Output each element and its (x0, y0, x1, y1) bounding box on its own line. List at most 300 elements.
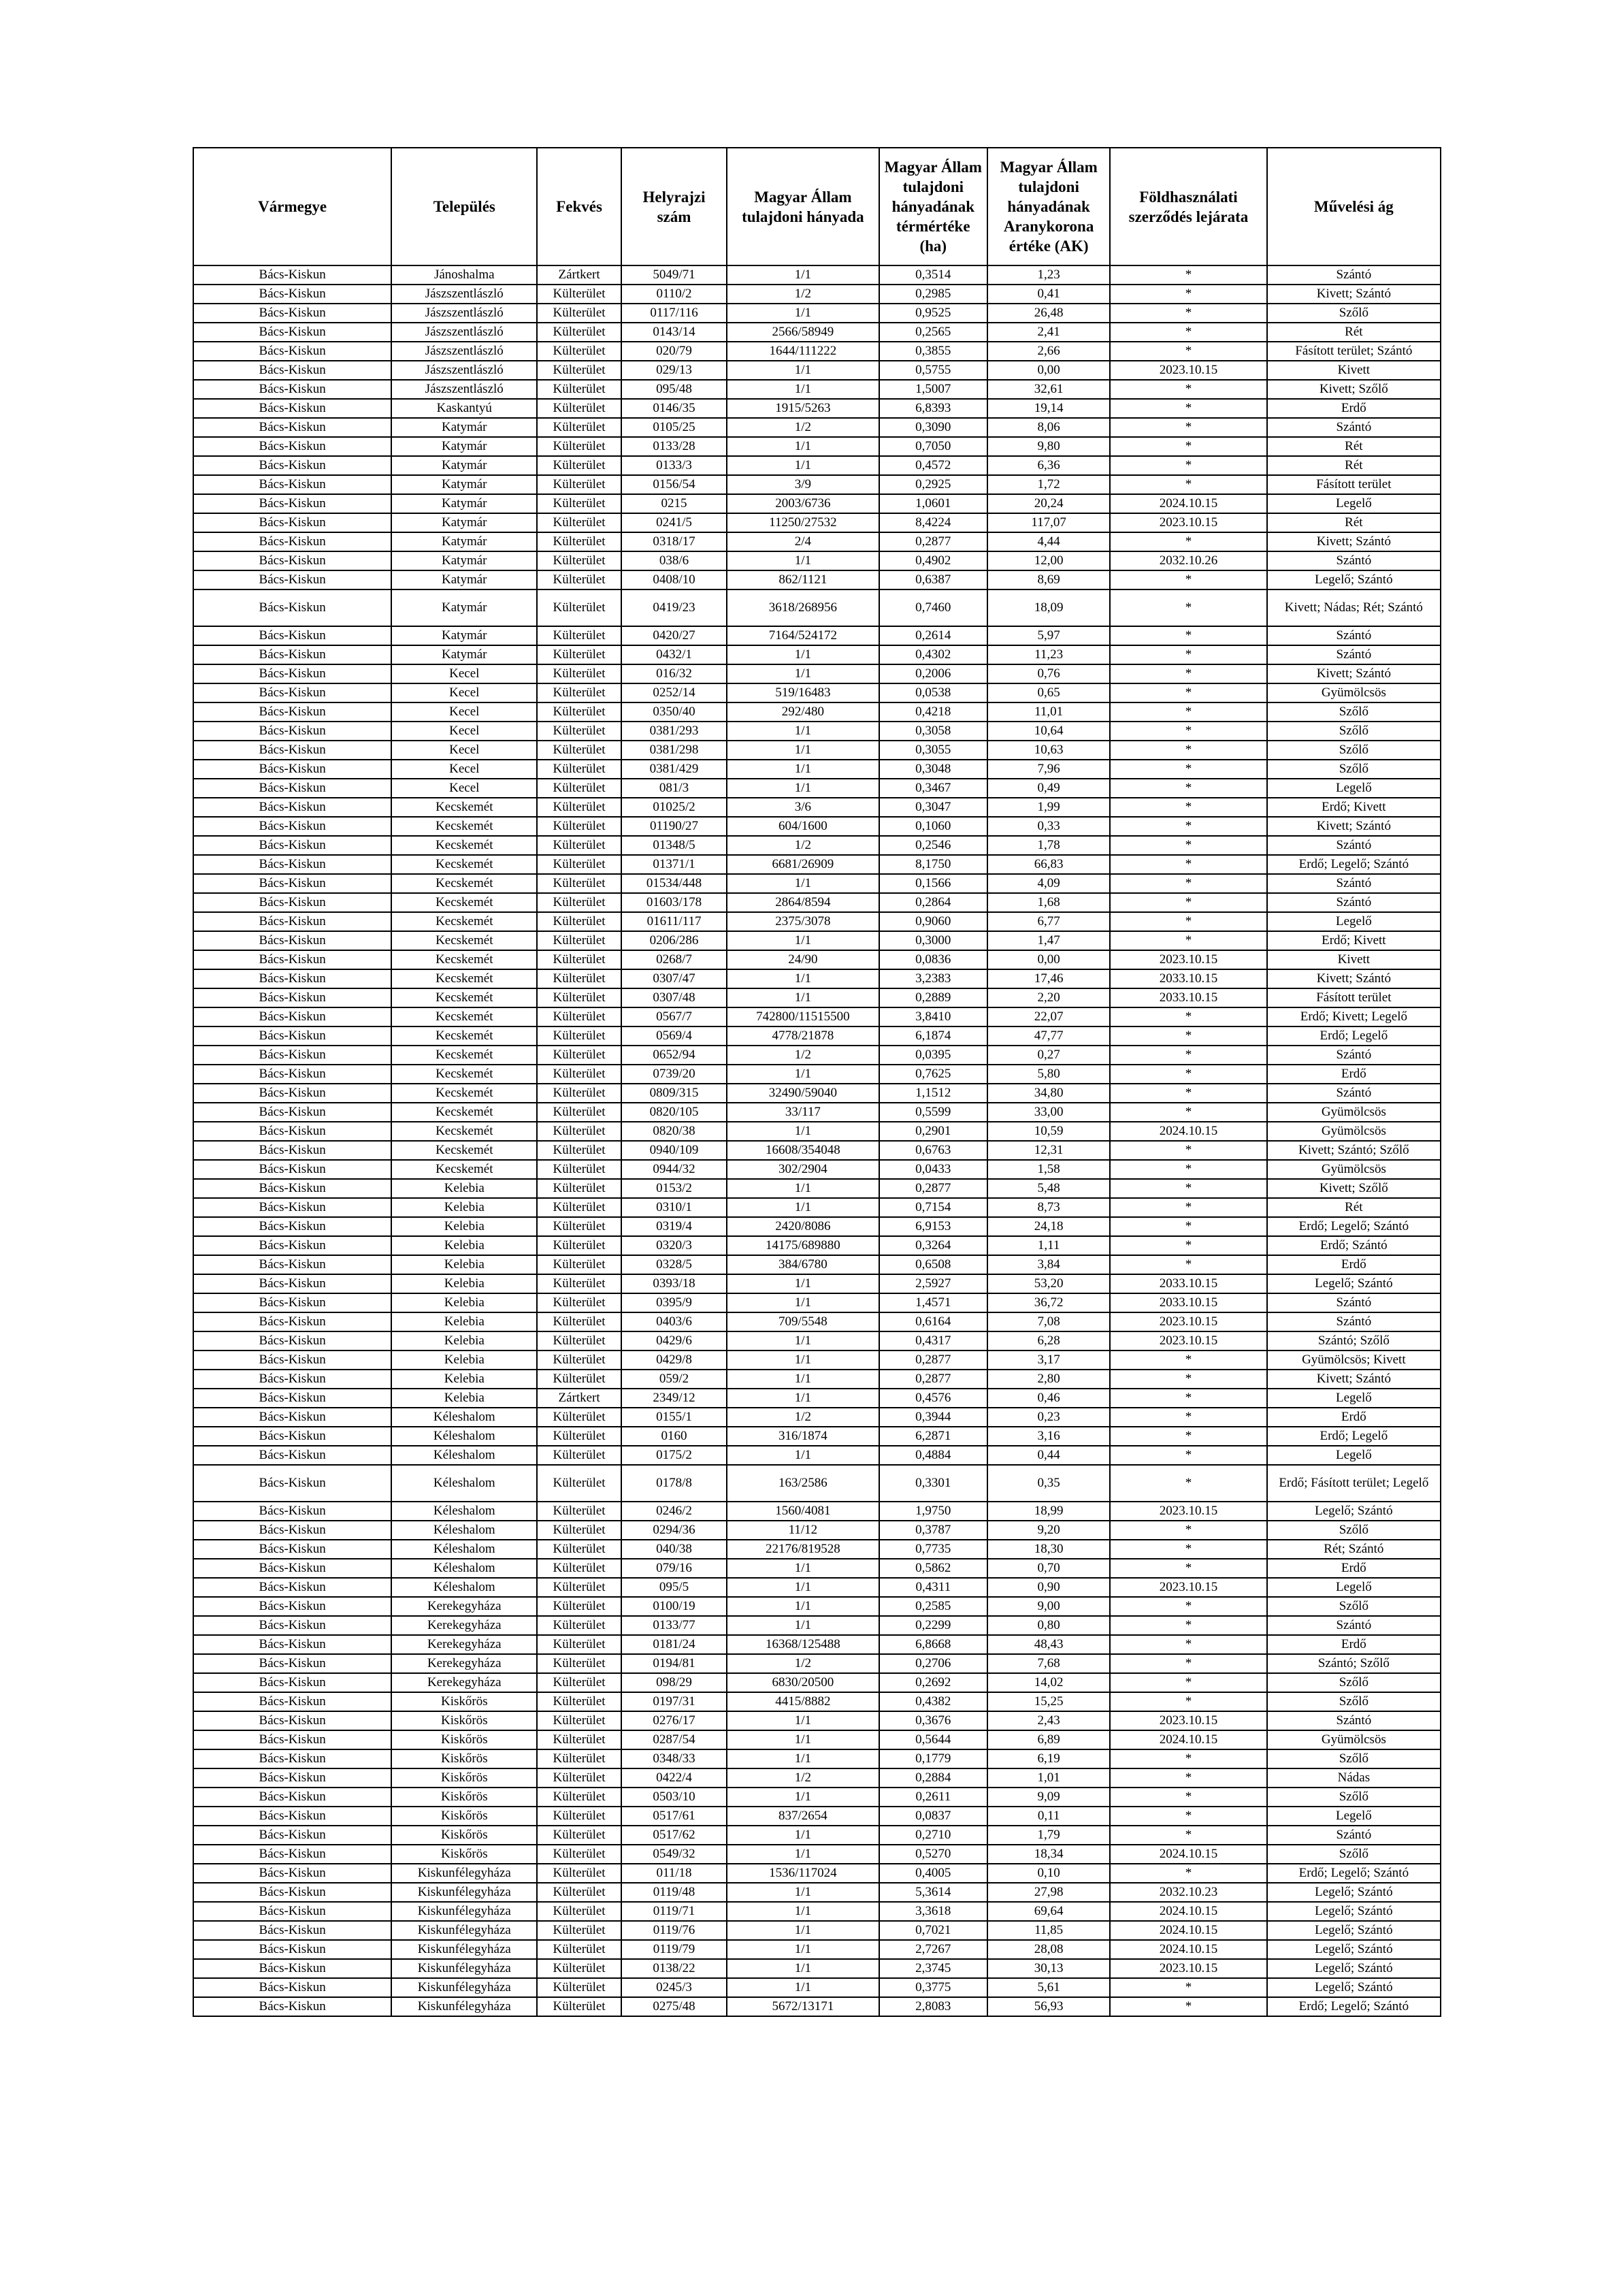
cell-szerzodes-lejarata: 2024.10.15 (1110, 1845, 1267, 1864)
cell-muvelesi-ag: Szőlő (1267, 702, 1441, 722)
cell-varmegye: Bács-Kiskun (193, 1578, 391, 1597)
cell-szerzodes-lejarata: * (1110, 874, 1267, 893)
cell-tulajdoni-hanyad: 837/2654 (727, 1807, 879, 1826)
cell-szerzodes-lejarata: 2032.10.23 (1110, 1883, 1267, 1902)
table-row (193, 304, 1441, 323)
cell-termertek: 0,3944 (879, 1408, 988, 1427)
cell-aranykorona: 10,59 (987, 1122, 1110, 1141)
cell-helyrajzi-szam: 0119/79 (621, 1940, 727, 1959)
cell-helyrajzi-szam: 01603/178 (621, 893, 727, 912)
cell-muvelesi-ag: Szántó (1267, 1084, 1441, 1103)
cell-aranykorona: 7,08 (987, 1312, 1110, 1331)
cell-varmegye: Bács-Kiskun (193, 1768, 391, 1788)
cell-helyrajzi-szam: 016/32 (621, 664, 727, 683)
cell-termertek: 0,0538 (879, 683, 988, 702)
table-row (193, 1122, 1441, 1141)
table-row (193, 798, 1441, 817)
table-row (193, 1521, 1441, 1540)
cell-helyrajzi-szam: 0567/7 (621, 1007, 727, 1026)
cell-tulajdoni-hanyad: 4778/21878 (727, 1026, 879, 1046)
cell-varmegye: Bács-Kiskun (193, 950, 391, 969)
cell-telepules: Kerekegyháza (391, 1673, 537, 1692)
cell-telepules: Kiskunfélegyháza (391, 1864, 537, 1883)
cell-szerzodes-lejarata: 2023.10.15 (1110, 361, 1267, 380)
cell-aranykorona: 2,80 (987, 1370, 1110, 1389)
cell-tulajdoni-hanyad: 1/1 (727, 1122, 879, 1141)
cell-termertek: 0,2925 (879, 475, 988, 494)
cell-helyrajzi-szam: 038/6 (621, 551, 727, 570)
cell-muvelesi-ag: Szántó (1267, 874, 1441, 893)
cell-tulajdoni-hanyad: 1/1 (727, 1845, 879, 1864)
cell-helyrajzi-szam: 0429/8 (621, 1351, 727, 1370)
cell-aranykorona: 47,77 (987, 1026, 1110, 1046)
cell-varmegye: Bács-Kiskun (193, 1978, 391, 1997)
cell-helyrajzi-szam: 040/38 (621, 1540, 727, 1559)
cell-tulajdoni-hanyad: 1/2 (727, 1768, 879, 1788)
cell-aranykorona: 0,46 (987, 1389, 1110, 1408)
cell-szerzodes-lejarata: * (1110, 437, 1267, 456)
cell-termertek: 0,2877 (879, 1351, 988, 1370)
cell-aranykorona: 6,28 (987, 1331, 1110, 1351)
cell-varmegye: Bács-Kiskun (193, 380, 391, 399)
cell-termertek: 0,2877 (879, 1370, 988, 1389)
cell-varmegye: Bács-Kiskun (193, 1084, 391, 1103)
cell-telepules: Kéleshalom (391, 1521, 537, 1540)
cell-varmegye: Bács-Kiskun (193, 1007, 391, 1026)
cell-aranykorona: 53,20 (987, 1274, 1110, 1293)
cell-muvelesi-ag: Erdő (1267, 1559, 1441, 1578)
cell-varmegye: Bács-Kiskun (193, 570, 391, 589)
cell-termertek: 3,2383 (879, 969, 988, 988)
cell-szerzodes-lejarata: * (1110, 475, 1267, 494)
cell-fekves: Külterület (537, 399, 621, 418)
cell-tulajdoni-hanyad: 1/1 (727, 1293, 879, 1312)
cell-szerzodes-lejarata: * (1110, 1160, 1267, 1179)
cell-aranykorona: 10,64 (987, 722, 1110, 741)
cell-fekves: Külterület (537, 1635, 621, 1654)
cell-termertek: 0,2710 (879, 1826, 988, 1845)
table-row (193, 1997, 1441, 2016)
cell-varmegye: Bács-Kiskun (193, 1502, 391, 1521)
cell-helyrajzi-szam: 0408/10 (621, 570, 727, 589)
table-row (193, 494, 1441, 513)
header-row (193, 148, 1441, 265)
cell-termertek: 0,3301 (879, 1465, 988, 1502)
cell-szerzodes-lejarata: * (1110, 1788, 1267, 1807)
cell-helyrajzi-szam: 5049/71 (621, 265, 727, 285)
table-row (193, 683, 1441, 702)
cell-fekves: Külterület (537, 551, 621, 570)
cell-tulajdoni-hanyad: 1/1 (727, 1578, 879, 1597)
cell-szerzodes-lejarata: * (1110, 760, 1267, 779)
cell-aranykorona: 0,23 (987, 1408, 1110, 1427)
cell-aranykorona: 48,43 (987, 1635, 1110, 1654)
cell-szerzodes-lejarata: * (1110, 1768, 1267, 1788)
cell-muvelesi-ag: Szántó; Szőlő (1267, 1331, 1441, 1351)
cell-muvelesi-ag: Szántó (1267, 1616, 1441, 1635)
cell-termertek: 0,5599 (879, 1103, 988, 1122)
cell-tulajdoni-hanyad: 3618/268956 (727, 589, 879, 626)
table-row (193, 1940, 1441, 1959)
cell-tulajdoni-hanyad: 1560/4081 (727, 1502, 879, 1521)
cell-aranykorona: 2,66 (987, 342, 1110, 361)
table-row (193, 532, 1441, 551)
cell-fekves: Külterület (537, 969, 621, 988)
cell-termertek: 0,2546 (879, 836, 988, 855)
cell-szerzodes-lejarata: * (1110, 1540, 1267, 1559)
cell-szerzodes-lejarata: * (1110, 1864, 1267, 1883)
cell-termertek: 0,3058 (879, 722, 988, 741)
cell-szerzodes-lejarata: * (1110, 741, 1267, 760)
cell-varmegye: Bács-Kiskun (193, 1446, 391, 1465)
cell-helyrajzi-szam: 01534/448 (621, 874, 727, 893)
header-muvelesi-ag: Művelési ág (1267, 148, 1441, 265)
cell-helyrajzi-szam: 0119/71 (621, 1902, 727, 1921)
cell-fekves: Külterület (537, 855, 621, 874)
cell-muvelesi-ag: Erdő (1267, 1255, 1441, 1274)
cell-helyrajzi-szam: 0133/3 (621, 456, 727, 475)
cell-fekves: Külterület (537, 1370, 621, 1389)
cell-szerzodes-lejarata: * (1110, 1673, 1267, 1692)
cell-szerzodes-lejarata: * (1110, 342, 1267, 361)
cell-telepules: Katymár (391, 456, 537, 475)
cell-varmegye: Bács-Kiskun (193, 836, 391, 855)
cell-szerzodes-lejarata: 2033.10.15 (1110, 1293, 1267, 1312)
cell-fekves: Külterület (537, 456, 621, 475)
cell-tulajdoni-hanyad: 1/1 (727, 1826, 879, 1845)
cell-telepules: Kecskemét (391, 969, 537, 988)
cell-fekves: Külterület (537, 1597, 621, 1616)
cell-varmegye: Bács-Kiskun (193, 1673, 391, 1692)
cell-aranykorona: 24,18 (987, 1217, 1110, 1236)
cell-fekves: Külterület (537, 893, 621, 912)
table-row (193, 1351, 1441, 1370)
cell-varmegye: Bács-Kiskun (193, 1103, 391, 1122)
cell-termertek: 0,4902 (879, 551, 988, 570)
cell-fekves: Külterület (537, 1026, 621, 1046)
cell-termertek: 2,7267 (879, 1940, 988, 1959)
cell-helyrajzi-szam: 011/18 (621, 1864, 727, 1883)
cell-muvelesi-ag: Legelő; Szántó (1267, 1274, 1441, 1293)
cell-szerzodes-lejarata: 2023.10.15 (1110, 1578, 1267, 1597)
cell-termertek: 0,5755 (879, 361, 988, 380)
cell-fekves: Külterület (537, 1007, 621, 1026)
cell-telepules: Kecskemét (391, 1103, 537, 1122)
cell-muvelesi-ag: Szántó (1267, 1826, 1441, 1845)
cell-termertek: 0,2877 (879, 1179, 988, 1198)
cell-termertek: 0,6164 (879, 1312, 988, 1331)
cell-varmegye: Bács-Kiskun (193, 323, 391, 342)
cell-muvelesi-ag: Erdő; Szántó (1267, 1236, 1441, 1255)
cell-varmegye: Bács-Kiskun (193, 342, 391, 361)
cell-tulajdoni-hanyad: 7164/524172 (727, 626, 879, 645)
cell-muvelesi-ag: Szántó; Szőlő (1267, 1654, 1441, 1673)
cell-fekves: Külterület (537, 1408, 621, 1427)
cell-helyrajzi-szam: 0422/4 (621, 1768, 727, 1788)
cell-szerzodes-lejarata: 2023.10.15 (1110, 1711, 1267, 1730)
cell-termertek: 0,6387 (879, 570, 988, 589)
cell-fekves: Külterület (537, 380, 621, 399)
cell-muvelesi-ag: Rét; Szántó (1267, 1540, 1441, 1559)
cell-szerzodes-lejarata: * (1110, 931, 1267, 950)
table-row (193, 1160, 1441, 1179)
cell-varmegye: Bács-Kiskun (193, 702, 391, 722)
cell-fekves: Külterület (537, 1065, 621, 1084)
cell-helyrajzi-szam: 029/13 (621, 361, 727, 380)
cell-termertek: 0,3787 (879, 1521, 988, 1540)
cell-aranykorona: 10,63 (987, 741, 1110, 760)
cell-termertek: 0,3090 (879, 418, 988, 437)
table-row (193, 1236, 1441, 1255)
table-row (193, 475, 1441, 494)
cell-helyrajzi-szam: 0133/28 (621, 437, 727, 456)
cell-aranykorona: 18,99 (987, 1502, 1110, 1521)
cell-varmegye: Bács-Kiskun (193, 1864, 391, 1883)
cell-telepules: Kiskőrös (391, 1807, 537, 1826)
cell-termertek: 0,2565 (879, 323, 988, 342)
cell-varmegye: Bács-Kiskun (193, 1351, 391, 1370)
cell-muvelesi-ag: Gyümölcsös (1267, 1103, 1441, 1122)
cell-aranykorona: 7,96 (987, 760, 1110, 779)
cell-helyrajzi-szam: 01190/27 (621, 817, 727, 836)
cell-varmegye: Bács-Kiskun (193, 1807, 391, 1826)
cell-termertek: 0,3000 (879, 931, 988, 950)
cell-muvelesi-ag: Erdő; Legelő; Szántó (1267, 1997, 1441, 2016)
cell-muvelesi-ag: Fásított terület (1267, 475, 1441, 494)
table-row (193, 1921, 1441, 1940)
cell-termertek: 0,9525 (879, 304, 988, 323)
table-row (193, 988, 1441, 1007)
cell-szerzodes-lejarata: 2023.10.15 (1110, 950, 1267, 969)
cell-varmegye: Bács-Kiskun (193, 874, 391, 893)
cell-telepules: Katymár (391, 418, 537, 437)
cell-helyrajzi-szam: 059/2 (621, 1370, 727, 1389)
cell-aranykorona: 1,11 (987, 1236, 1110, 1255)
cell-aranykorona: 3,84 (987, 1255, 1110, 1274)
cell-varmegye: Bács-Kiskun (193, 1026, 391, 1046)
cell-fekves: Külterület (537, 361, 621, 380)
cell-tulajdoni-hanyad: 1/1 (727, 1749, 879, 1768)
cell-varmegye: Bács-Kiskun (193, 1408, 391, 1427)
cell-muvelesi-ag: Szőlő (1267, 1521, 1441, 1540)
cell-telepules: Kerekegyháza (391, 1597, 537, 1616)
cell-muvelesi-ag: Szántó (1267, 1312, 1441, 1331)
table-row (193, 551, 1441, 570)
cell-varmegye: Bács-Kiskun (193, 1331, 391, 1351)
cell-varmegye: Bács-Kiskun (193, 456, 391, 475)
cell-szerzodes-lejarata: * (1110, 817, 1267, 836)
cell-muvelesi-ag: Kivett; Szántó (1267, 285, 1441, 304)
cell-muvelesi-ag: Kivett; Szőlő (1267, 1179, 1441, 1198)
cell-varmegye: Bács-Kiskun (193, 399, 391, 418)
cell-muvelesi-ag: Rét (1267, 1198, 1441, 1217)
table-row (193, 702, 1441, 722)
cell-muvelesi-ag: Legelő; Szántó (1267, 1502, 1441, 1521)
cell-fekves: Külterület (537, 1103, 621, 1122)
cell-helyrajzi-szam: 095/5 (621, 1578, 727, 1597)
cell-szerzodes-lejarata: * (1110, 1997, 1267, 2016)
cell-tulajdoni-hanyad: 1/1 (727, 645, 879, 664)
cell-szerzodes-lejarata: * (1110, 1597, 1267, 1616)
table-row (193, 1845, 1441, 1864)
cell-varmegye: Bács-Kiskun (193, 1293, 391, 1312)
cell-helyrajzi-szam: 020/79 (621, 342, 727, 361)
cell-telepules: Kecskemét (391, 893, 537, 912)
cell-helyrajzi-szam: 0517/62 (621, 1826, 727, 1845)
cell-helyrajzi-szam: 0275/48 (621, 1997, 727, 2016)
cell-helyrajzi-szam: 0381/298 (621, 741, 727, 760)
cell-fekves: Külterület (537, 1883, 621, 1902)
cell-varmegye: Bács-Kiskun (193, 1160, 391, 1179)
cell-telepules: Kecskemét (391, 1007, 537, 1026)
cell-muvelesi-ag: Gyümölcsös (1267, 1730, 1441, 1749)
cell-fekves: Külterület (537, 1959, 621, 1978)
table-row (193, 1616, 1441, 1635)
table-row (193, 1692, 1441, 1711)
cell-varmegye: Bács-Kiskun (193, 418, 391, 437)
cell-tulajdoni-hanyad: 14175/689880 (727, 1236, 879, 1255)
table-row (193, 1065, 1441, 1084)
cell-aranykorona: 9,20 (987, 1521, 1110, 1540)
cell-varmegye: Bács-Kiskun (193, 741, 391, 760)
table-row (193, 361, 1441, 380)
cell-helyrajzi-szam: 0809/315 (621, 1084, 727, 1103)
cell-varmegye: Bács-Kiskun (193, 265, 391, 285)
cell-tulajdoni-hanyad: 33/117 (727, 1103, 879, 1122)
cell-aranykorona: 0,10 (987, 1864, 1110, 1883)
cell-termertek: 0,2692 (879, 1673, 988, 1692)
table-row (193, 893, 1441, 912)
cell-tulajdoni-hanyad: 6681/26909 (727, 855, 879, 874)
cell-telepules: Katymár (391, 475, 537, 494)
cell-aranykorona: 1,68 (987, 893, 1110, 912)
cell-termertek: 3,3618 (879, 1902, 988, 1921)
cell-tulajdoni-hanyad: 24/90 (727, 950, 879, 969)
table-row (193, 1959, 1441, 1978)
cell-helyrajzi-szam: 01025/2 (621, 798, 727, 817)
cell-tulajdoni-hanyad: 1/1 (727, 1940, 879, 1959)
cell-szerzodes-lejarata: * (1110, 285, 1267, 304)
cell-varmegye: Bács-Kiskun (193, 969, 391, 988)
cell-aranykorona: 6,36 (987, 456, 1110, 475)
table-row (193, 1559, 1441, 1578)
cell-szerzodes-lejarata: * (1110, 1749, 1267, 1768)
cell-szerzodes-lejarata: 2023.10.15 (1110, 1502, 1267, 1521)
cell-aranykorona: 1,79 (987, 1826, 1110, 1845)
cell-muvelesi-ag: Fásított terület (1267, 988, 1441, 1007)
cell-termertek: 0,0836 (879, 950, 988, 969)
cell-varmegye: Bács-Kiskun (193, 855, 391, 874)
cell-fekves: Külterület (537, 931, 621, 950)
cell-helyrajzi-szam: 0194/81 (621, 1654, 727, 1673)
cell-tulajdoni-hanyad: 1/1 (727, 437, 879, 456)
table-row (193, 817, 1441, 836)
cell-telepules: Jászszentlászló (391, 361, 537, 380)
cell-varmegye: Bács-Kiskun (193, 1635, 391, 1654)
header-helyrajzi-szam: Helyrajzi szám (621, 148, 727, 265)
cell-fekves: Külterület (537, 798, 621, 817)
cell-varmegye: Bács-Kiskun (193, 1389, 391, 1408)
header-varmegye: Vármegye (193, 148, 391, 265)
cell-aranykorona: 2,20 (987, 988, 1110, 1007)
cell-telepules: Kecel (391, 664, 537, 683)
cell-telepules: Kecskemét (391, 1122, 537, 1141)
cell-telepules: Kecskemét (391, 1046, 537, 1065)
cell-telepules: Kecel (391, 683, 537, 702)
cell-termertek: 0,4382 (879, 1692, 988, 1711)
cell-muvelesi-ag: Szántó (1267, 836, 1441, 855)
cell-szerzodes-lejarata: * (1110, 532, 1267, 551)
cell-fekves: Külterület (537, 285, 621, 304)
cell-szerzodes-lejarata: 2023.10.15 (1110, 1959, 1267, 1978)
cell-muvelesi-ag: Szántó (1267, 551, 1441, 570)
table-row (193, 418, 1441, 437)
cell-aranykorona: 9,80 (987, 437, 1110, 456)
cell-varmegye: Bács-Kiskun (193, 1427, 391, 1446)
cell-fekves: Külterület (537, 1331, 621, 1351)
cell-szerzodes-lejarata: * (1110, 1370, 1267, 1389)
cell-szerzodes-lejarata: * (1110, 265, 1267, 285)
cell-tulajdoni-hanyad: 1/1 (727, 1616, 879, 1635)
cell-helyrajzi-szam: 0320/3 (621, 1236, 727, 1255)
cell-helyrajzi-szam: 0403/6 (621, 1312, 727, 1331)
cell-termertek: 0,4884 (879, 1446, 988, 1465)
cell-termertek: 0,5862 (879, 1559, 988, 1578)
cell-varmegye: Bács-Kiskun (193, 1616, 391, 1635)
cell-fekves: Külterület (537, 664, 621, 683)
cell-aranykorona: 0,00 (987, 361, 1110, 380)
cell-muvelesi-ag: Szántó (1267, 1046, 1441, 1065)
cell-helyrajzi-szam: 0119/48 (621, 1883, 727, 1902)
table-row (193, 741, 1441, 760)
cell-telepules: Kiskőrös (391, 1826, 537, 1845)
cell-muvelesi-ag: Erdő; Legelő; Szántó (1267, 1864, 1441, 1883)
cell-muvelesi-ag: Legelő (1267, 1807, 1441, 1826)
cell-varmegye: Bács-Kiskun (193, 1654, 391, 1673)
cell-telepules: Katymár (391, 532, 537, 551)
cell-telepules: Kelebia (391, 1236, 537, 1255)
cell-telepules: Kecel (391, 741, 537, 760)
cell-aranykorona: 0,70 (987, 1559, 1110, 1578)
cell-szerzodes-lejarata: 2023.10.15 (1110, 513, 1267, 532)
cell-muvelesi-ag: Kivett (1267, 950, 1441, 969)
cell-muvelesi-ag: Legelő (1267, 779, 1441, 798)
cell-tulajdoni-hanyad: 709/5548 (727, 1312, 879, 1331)
cell-aranykorona: 20,24 (987, 494, 1110, 513)
cell-fekves: Külterület (537, 1902, 621, 1921)
cell-helyrajzi-szam: 0105/25 (621, 418, 727, 437)
cell-szerzodes-lejarata: 2023.10.15 (1110, 1331, 1267, 1351)
cell-varmegye: Bács-Kiskun (193, 1692, 391, 1711)
cell-aranykorona: 3,16 (987, 1427, 1110, 1446)
cell-szerzodes-lejarata: * (1110, 1616, 1267, 1635)
cell-telepules: Kecskemét (391, 1026, 537, 1046)
cell-tulajdoni-hanyad: 163/2586 (727, 1465, 879, 1502)
cell-fekves: Külterület (537, 494, 621, 513)
cell-aranykorona: 3,17 (987, 1351, 1110, 1370)
table-row (193, 1768, 1441, 1788)
cell-aranykorona: 1,58 (987, 1160, 1110, 1179)
cell-termertek: 0,4005 (879, 1864, 988, 1883)
cell-varmegye: Bács-Kiskun (193, 1236, 391, 1255)
table-row (193, 1217, 1441, 1236)
cell-aranykorona: 0,80 (987, 1616, 1110, 1635)
cell-aranykorona: 0,33 (987, 817, 1110, 836)
cell-telepules: Katymár (391, 551, 537, 570)
cell-muvelesi-ag: Kivett; Szántó (1267, 817, 1441, 836)
cell-fekves: Külterület (537, 950, 621, 969)
cell-telepules: Kaskantyú (391, 399, 537, 418)
